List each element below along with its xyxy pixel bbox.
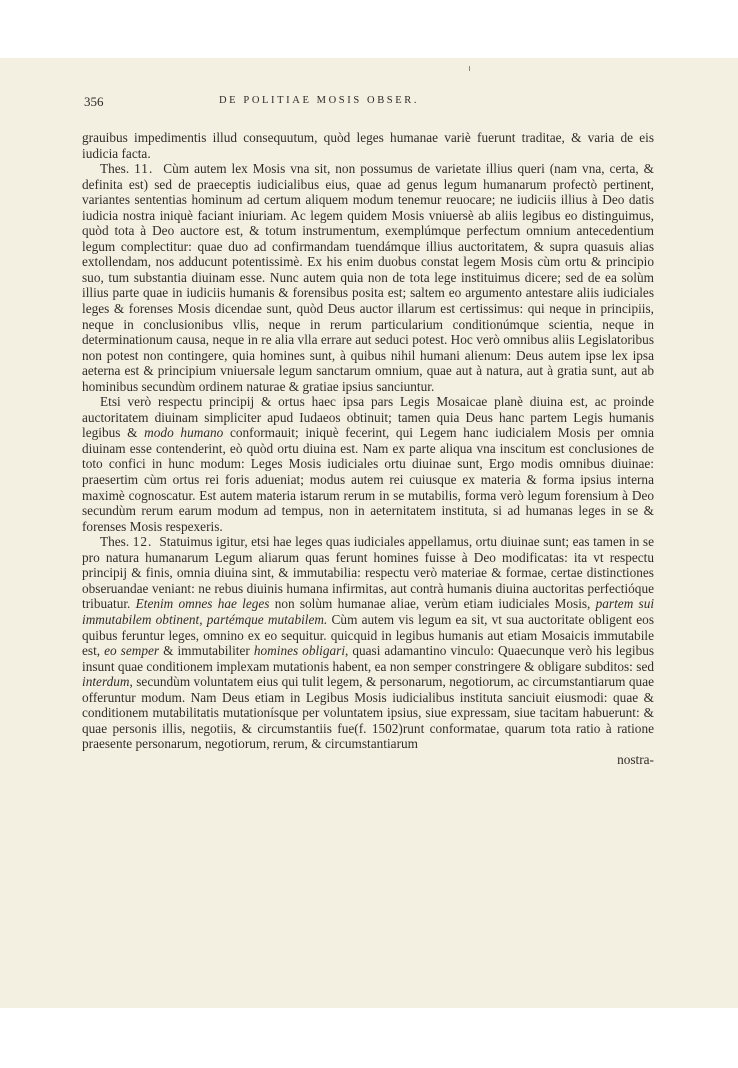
page-number: 356 bbox=[84, 94, 104, 109]
margin-mark bbox=[469, 66, 470, 71]
paragraph-text: Statuimus igitur, etsi hae leges quas iudiciales appellamus, ortu diuinae sunt; eas tamen in se pro natura humanarum Legum aliarum quas ferunt homines fuisse à Deo modificatas: ita vt respectu principij & finis, omnia diuina sint, & immutabilia: respectu verò materiae & formae, certae distinctiones obseruandae veniant: ne rebus diuinis humana infirmitas, aut contrà humanis diuina auctoritas perfectióque tribuatur. bbox=[82, 534, 654, 612]
page-header bbox=[84, 94, 654, 114]
book-page bbox=[0, 58, 738, 1008]
paragraph-text: Cùm autem vis legum ea sit, vt sua auctoritate obligent eos quibus feruntur leges, omnino ex eo sequitur. quicquid in legibus humanis aut etiam Mosaicis immutabile est, bbox=[82, 611, 655, 659]
paragraph-text: conformauit; iniquè fecerint, qui Legem hanc iudicialem Mosis per omnia diuinam esse contenderint, eò quòd ortu diuina est. Nam ex parte aliqua vna inscitum est conclusiones de toto confici in hunc modum: Leges Mosis iudiciales ortu diuinae sunt, Ergo modis omnibus diuinae: praesertim cùm ortus rei foris adueniat; modus autem rei cuiusque ex materia & forma ipsius interna maximè cognoscatur. Est autem materia istarum rerum in se mutabilis, forma verò legum forensium à Deo secundùm rerum earum modum ad tempus, non in aeternitatem instituta, si ad humanas leges in se & forenses Mosis respexeris. bbox=[82, 425, 655, 534]
thesis-12 bbox=[82, 534, 654, 752]
catchword: nostra- bbox=[617, 751, 654, 767]
thesis-11 bbox=[82, 161, 654, 394]
italic-phrase: partem sui immutabilem obtinent, partémque mutabilem. bbox=[82, 596, 655, 627]
paragraph-text: & immutabiliter bbox=[163, 643, 250, 659]
italic-phrase: interdum bbox=[82, 674, 130, 690]
italic-phrase: Etenim omnes hae leges bbox=[135, 596, 270, 612]
thesis-label: Thes. bbox=[100, 161, 130, 177]
body-text bbox=[82, 130, 654, 767]
thesis-number: 11. bbox=[134, 161, 154, 177]
paragraph-etsi bbox=[82, 394, 654, 534]
italic-phrase: homines obligari bbox=[253, 643, 346, 659]
thesis-label: Thes. bbox=[100, 534, 130, 550]
italic-phrase: eo semper bbox=[104, 643, 160, 659]
paragraph-text: , secundùm voluntatem eius qui tulit legem, & personarum, negotiorum, ac circumstantiarum quae offeruntur modum. Nam Deus etiam in Legibus Mosis iudicialibus instituta sanciuit eiusmodi: quae & conditionem mutabilitatis mutationísque per voluntatem ipsius, siue expressam, siue tacitam habuerunt: & quae personis illis, negotiis, & circumstantiis fue(f. 1502)runt conformatae, quarum tota ratio à ratione praesente personarum, negotiorum, rerum, & circumstantiarum bbox=[82, 674, 654, 752]
paragraph-text: Etsi verò respectu principij & ortus haec ipsa pars Legis Mosaicae planè diuina est, ac proinde auctoritatem diuinam simpliciter apud Iudaeos obtinuit; tamen quia Deus hanc partem Legis humanis legibus & bbox=[82, 394, 654, 441]
paragraph-continuation bbox=[82, 130, 654, 161]
paragraph-text: Cùm autem lex Mosis vna sit, non possumus de varietate illius queri (nam vna, certa, & definita est) sed de praeceptis iudicialibus eius, quae ad genus legum humanarum profectò pertinent, variantes sententias hominum ad certum aliquem modum tenemur reuocare; ne iudiciis illius à Deo datis iudicia nostra iniquè faciant iniuriam. Ac legem quidem Mosis vniuersè ab aliis legibus eo distinguimus, quòd tota à Deo auctore est, & totum instrumentum, exemplúmque perfectum omnium antecedentium legum complectitur: quae duo ad confirmandam tuendámque illius auctoritatem, & supra quasuis alias extollendam, nos adducunt potentissimè. Ex his enim duobus constat legem Mosis cùm ortu & principio suo, tum substantia diuinam esse. Nunc autem quia non de tota lege instituimus dicere; sed de ea solùm illius parte quae in iudiciis humanis & forensibus posita est; saltem eo argumento antestare aliis iudiciales leges & forenses Mosis dicendae sunt, quòd Deus auctor illarum est certissimus: qui neque in principiis, neque in conclusionibus vllis, neque in rerum particularium conditionúmque scientia, neque in determinationum causa, neque in re alia vlla errare aut seduci potest. Hoc verò omnibus aliis Legislatoribus non potest non contingere, quia homines sunt, à quibus nihil humani alienum: Deus autem ipse lex ipsa aeterna est & principium vniuersale legum sanctarum omnium, quae aut à natura, aut à gratia sunt, aut ab hominibus secundùm ordinem naturae & gratiae ipsius sanciuntur. bbox=[82, 161, 655, 394]
paragraph-text: non solùm humanae aliae, verùm etiam iudiciales Mosis, bbox=[274, 596, 591, 612]
paragraph-text: , quasi adamantino vinculo: Quaecunque verò his legibus insunt quae conditionem implexam mutationis habent, ea non semper constringere & obligare subditos: sed bbox=[82, 643, 655, 674]
running-head: DE POLITIAE MOSIS OBSER. bbox=[219, 95, 420, 106]
paragraph-text: grauibus impedimentis illud consequutum, quòd leges humanae variè fuerunt traditae, & varia de eis iudicia facta. bbox=[82, 130, 654, 161]
italic-phrase: modo humano bbox=[144, 425, 224, 441]
thesis-number: 12. bbox=[132, 534, 153, 550]
